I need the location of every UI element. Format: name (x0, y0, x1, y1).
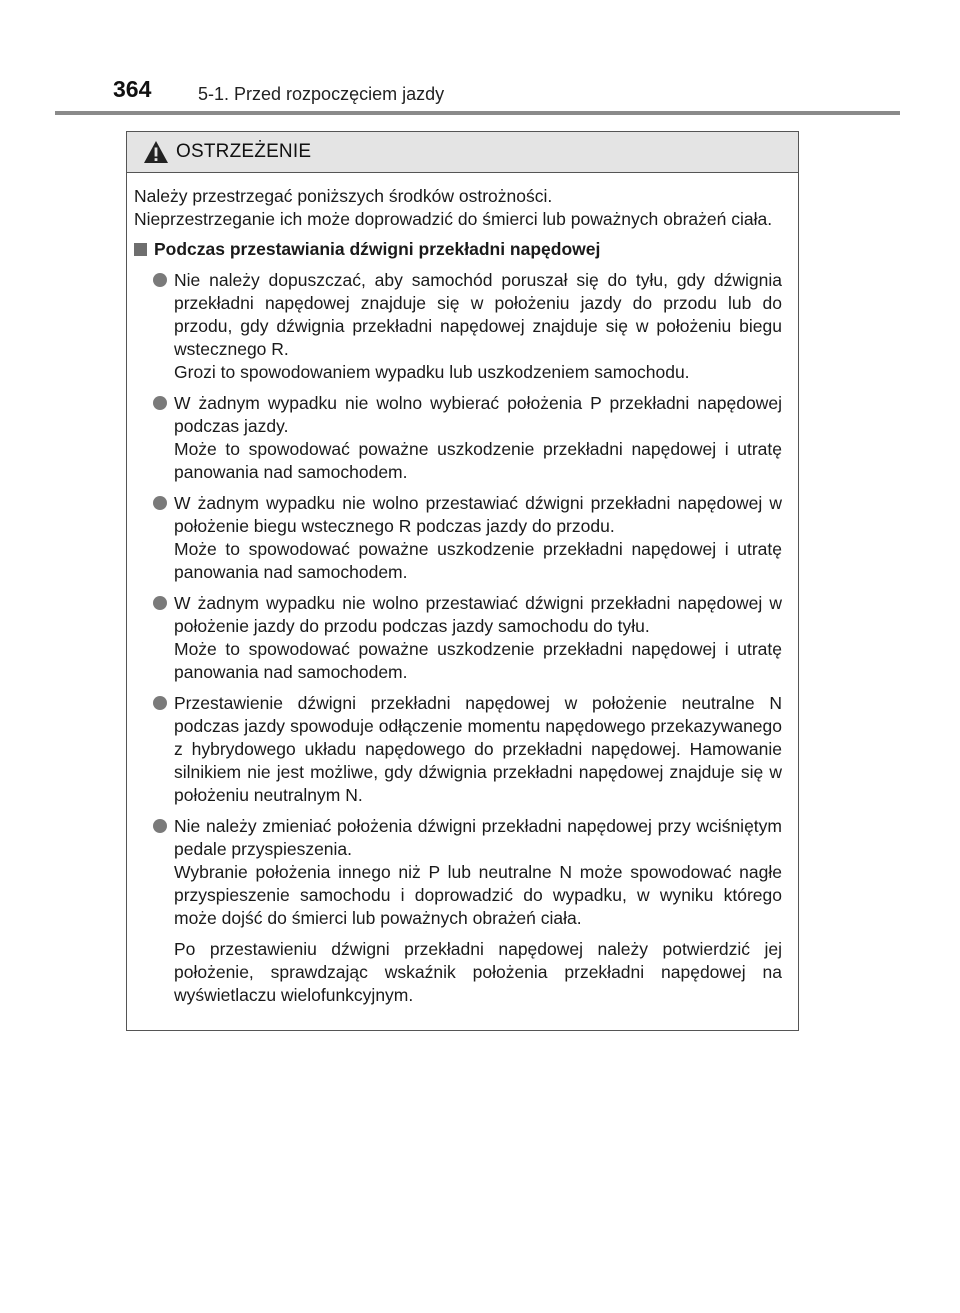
circle-bullet-icon (153, 496, 167, 510)
circle-bullet-icon (153, 696, 167, 710)
warning-title: OSTRZEŻENIE (176, 141, 312, 162)
intro-line: Nieprzestrzeganie ich może doprowadzić do śmierci lub poważnych obrażeń ciała. (134, 209, 773, 229)
item-text: Może to spowodować poważne uszkodzenie przekładni napędowej i utratę panowania nad samochodem. (174, 439, 782, 482)
page-header (0, 0, 960, 120)
subhead-text: Podczas przestawiania dźwigni przekładni napędowej (154, 239, 601, 259)
page-number: 364 (113, 76, 152, 102)
item-text: Może to spowodować poważne uszkodzenie przekładni napędowej i utratę panowania nad samochodem. (174, 539, 782, 582)
warning-list (134, 269, 782, 1007)
item-text: Może to spowodować poważne uszkodzenie przekładni napędowej i utratę panowania nad samochodem. (174, 639, 782, 682)
item-text: Grozi to spowodowaniem wypadku lub uszkodzeniem samochodu. (174, 362, 690, 382)
list-item (134, 692, 782, 807)
list-item (134, 492, 782, 584)
item-text: Po przestawieniu dźwigni przekładni napędowej należy potwierdzić jej położenie, sprawdzając wskaźnik położenia przekładni napędowej na wyświetlaczu wielofunkcyjnym. (174, 939, 782, 1005)
list-item (134, 815, 782, 1007)
warning-triangle-icon (143, 140, 169, 164)
item-text: W żadnym wypadku nie wolno wybierać położenia P przekładni napędowej podczas jazdy. (174, 393, 782, 436)
item-text: Nie należy dopuszczać, aby samochód poruszał się do tyłu, gdy dźwignia przekładni napędowej znajduje się w położeniu jazdy do przodu lub do przodu, gdy dźwignia przekładni napędowej znajduje się w położeniu biegu wstecznego R. (174, 270, 782, 359)
list-item (134, 592, 782, 684)
list-item (134, 269, 782, 384)
section-title: 5-1. Przed rozpoczęciem jazdy (198, 84, 445, 104)
header-divider (55, 111, 900, 115)
circle-bullet-icon (153, 396, 167, 410)
item-text: Nie należy zmieniać położenia dźwigni przekładni napędowej przy wciśniętym pedale przyspieszenia. (174, 816, 782, 859)
intro-line: Należy przestrzegać poniższych środków ostrożności. (134, 186, 553, 206)
list-item (134, 392, 782, 484)
warning-subhead (134, 238, 782, 261)
warning-header (127, 132, 798, 173)
circle-bullet-icon (153, 596, 167, 610)
circle-bullet-icon (153, 819, 167, 833)
item-text: W żadnym wypadku nie wolno przestawiać dźwigni przekładni napędowej w położenie jazdy do przodu podczas jazdy samochodu do tyłu. (174, 593, 782, 636)
square-bullet-icon (134, 243, 147, 256)
circle-bullet-icon (153, 273, 167, 287)
item-text: Wybranie położenia innego niż P lub neutralne N może spowodować nagłe przyspieszenie samochodu i doprowadzić do wypadku, w wyniku którego może dojść do śmierci lub poważnych obrażeń ciała. (174, 862, 782, 928)
warning-intro (134, 185, 782, 231)
warning-box (126, 131, 799, 1031)
warning-body (127, 173, 798, 1007)
item-text: Przestawienie dźwigni przekładni napędowej w położenie neutralne N podczas jazdy spowoduje odłączenie momentu napędowego przekazywanego z hybrydowego układu napędowego do przekładni napędowej. Hamowanie silnikiem nie jest możliwe, gdy dźwignia przekładni napędowej znajduje się w położeniu neutralnym N. (174, 693, 782, 805)
item-text: W żadnym wypadku nie wolno przestawiać dźwigni przekładni napędowej w położenie biegu wstecznego R podczas jazdy do przodu. (174, 493, 782, 536)
